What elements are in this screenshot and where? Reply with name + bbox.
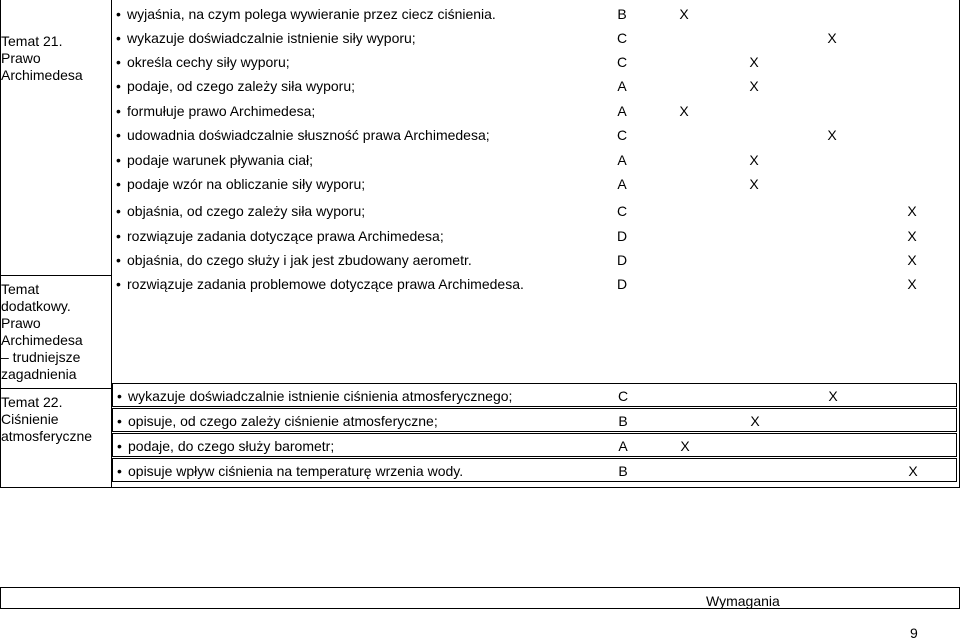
requirement-level: A <box>617 103 627 119</box>
bullet-icon: • <box>116 103 121 119</box>
requirement-row <box>112 26 957 50</box>
requirement-row <box>112 2 957 26</box>
bullet-icon: • <box>116 276 121 292</box>
requirement-text: objaśnia, do czego służy i jak jest zbudowany aerometr. <box>127 252 472 268</box>
requirement-row <box>112 172 957 196</box>
requirement-row <box>112 272 957 296</box>
bullet-icon: • <box>116 127 121 143</box>
requirement-text: wyjaśnia, na czym polega wywieranie przez ciecz ciśnienia. <box>127 6 496 22</box>
topic-line: – trudniejsze <box>1 349 81 365</box>
requirement-row <box>112 458 957 482</box>
requirement-mark: X <box>827 127 837 143</box>
requirement-row <box>112 148 957 172</box>
requirement-level: C <box>616 30 628 46</box>
bullet-icon: • <box>117 413 122 429</box>
requirement-row <box>112 224 957 248</box>
requirement-level: A <box>617 152 627 168</box>
bullet-icon: • <box>116 6 121 22</box>
topic-line: dodatkowy. <box>1 298 71 314</box>
topic-22 <box>1 394 111 445</box>
requirement-level: B <box>618 413 628 429</box>
topic-line: Temat 22. <box>1 394 63 410</box>
bullet-icon: • <box>117 438 122 454</box>
requirement-level: B <box>617 6 627 22</box>
requirement-mark: X <box>679 103 689 119</box>
requirement-text: podaje wzór na obliczanie siły wyporu; <box>127 176 366 192</box>
requirement-text: wykazuje doświadczalnie istnienie ciśnienia atmosferycznego; <box>128 388 513 404</box>
requirement-text: podaje, do czego służy barometr; <box>128 438 335 454</box>
requirement-text: rozwiązuje zadania dotyczące prawa Archimedesa; <box>127 228 444 244</box>
topic-line: Temat 21. <box>1 33 63 49</box>
topic-additional <box>1 281 111 383</box>
topic-21 <box>1 33 111 84</box>
topic-line: Ciśnienie <box>1 411 59 427</box>
requirement-level: C <box>616 54 628 70</box>
topic-line: Archimedesa <box>1 332 83 348</box>
bullet-icon: • <box>116 78 121 94</box>
requirement-row <box>112 408 957 432</box>
bullet-icon: • <box>116 252 121 268</box>
topic-line: Temat <box>1 281 40 297</box>
requirement-mark: X <box>907 276 917 292</box>
bullet-icon: • <box>116 30 121 46</box>
requirement-row <box>112 248 957 272</box>
requirement-row <box>112 199 957 223</box>
requirement-text: określa cechy siły wyporu; <box>127 54 290 70</box>
requirement-level: D <box>616 252 628 268</box>
bullet-icon: • <box>117 388 122 404</box>
requirement-row <box>112 433 957 457</box>
requirement-mark: X <box>680 438 690 454</box>
table-divider-topic2 <box>0 275 112 276</box>
requirement-text: podaje, od czego zależy siła wyporu; <box>127 78 356 94</box>
requirement-mark: X <box>749 176 759 192</box>
requirement-mark: X <box>907 228 917 244</box>
requirement-mark: X <box>749 54 759 70</box>
requirement-text: udowadnia doświadczalnie słuszność prawa Archimedesa; <box>127 127 490 143</box>
topic-line: Prawo <box>1 50 41 66</box>
requirement-text: opisuje, od czego zależy ciśnienie atmosferyczne; <box>128 413 438 429</box>
requirement-level: D <box>616 228 628 244</box>
page-number: 9 <box>910 625 918 641</box>
footer-box <box>0 587 960 609</box>
table-divider-topic3 <box>0 388 112 389</box>
requirement-mark: X <box>907 252 917 268</box>
requirement-level: C <box>616 203 628 219</box>
requirement-mark: X <box>749 152 759 168</box>
topic-line: atmosferyczne <box>1 428 93 444</box>
requirement-text: objaśnia, od czego zależy siła wyporu; <box>127 203 366 219</box>
footer-label: Wymagania <box>706 593 780 609</box>
requirement-text: opisuje wpływ ciśnienia na temperaturę wrzenia wody. <box>128 463 464 479</box>
requirement-row <box>112 123 957 147</box>
requirement-row <box>112 383 957 407</box>
requirement-level: A <box>618 438 628 454</box>
requirement-mark: X <box>749 78 759 94</box>
topic-line: Archimedesa <box>1 67 83 83</box>
topic-line: zagadnienia <box>1 366 77 382</box>
requirement-text: podaje warunek pływania ciał; <box>127 152 313 168</box>
requirement-text: rozwiązuje zadania problemowe dotyczące prawa Archimedesa. <box>127 276 524 292</box>
requirement-level: C <box>616 127 628 143</box>
requirement-row <box>112 99 957 123</box>
requirement-mark: X <box>907 203 917 219</box>
bullet-icon: • <box>116 176 121 192</box>
requirement-level: B <box>618 463 628 479</box>
requirement-mark: X <box>828 388 838 404</box>
bullet-icon: • <box>116 54 121 70</box>
bullet-icon: • <box>117 463 122 479</box>
requirement-row <box>112 50 957 74</box>
requirement-level: D <box>616 276 628 292</box>
bullet-icon: • <box>116 228 121 244</box>
requirement-level: C <box>617 388 629 404</box>
requirement-text: wykazuje doświadczalnie istnienie siły wyporu; <box>127 30 416 46</box>
requirement-mark: X <box>750 413 760 429</box>
bullet-icon: • <box>116 152 121 168</box>
bullet-icon: • <box>116 203 121 219</box>
requirement-row <box>112 74 957 98</box>
topic-line: Prawo <box>1 315 41 331</box>
requirement-mark: X <box>679 6 689 22</box>
requirement-mark: X <box>908 463 918 479</box>
requirement-text: formułuje prawo Archimedesa; <box>127 103 316 119</box>
requirement-mark: X <box>827 30 837 46</box>
requirement-level: A <box>617 176 627 192</box>
requirement-level: A <box>617 78 627 94</box>
